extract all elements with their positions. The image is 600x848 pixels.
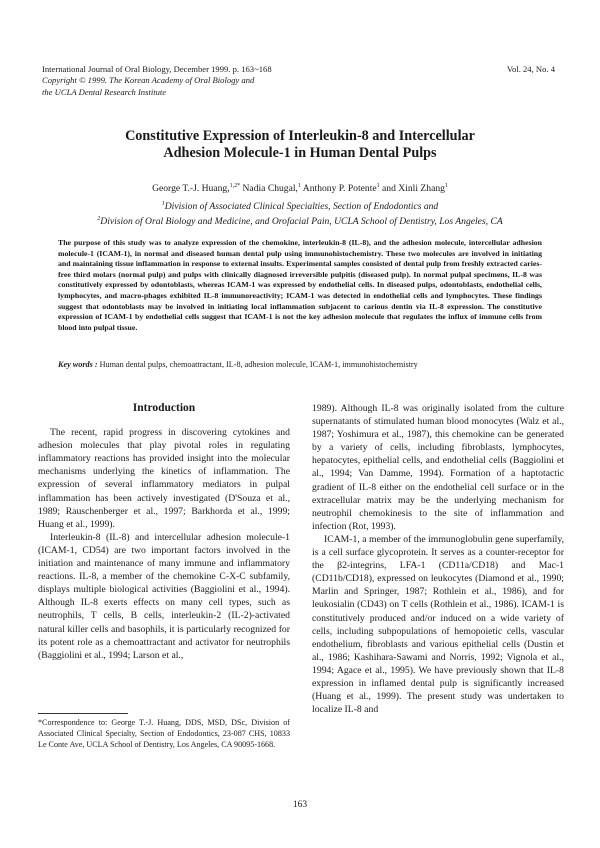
- author-3: Anthony P. Potente: [300, 183, 377, 195]
- keywords-text: Human dental pulps, chemoattractant, IL-8, adhesion molecule, ICAM-1, immunohistochemistry: [97, 360, 418, 369]
- left-column: [38, 402, 290, 662]
- keywords-label: Key words :: [58, 360, 98, 369]
- author-block: [42, 180, 558, 229]
- author-2: Nadia Chugal,: [240, 183, 298, 195]
- page-number: 163: [292, 800, 308, 810]
- section-heading-introduction: Introduction: [132, 402, 196, 414]
- author-1-sup: 1,2*: [229, 183, 241, 189]
- copyright-line: Copyright © 1999. The Korean Academy of Oral Biology and: [42, 75, 255, 86]
- author-list: [42, 180, 558, 195]
- copyright-line-2: the UCLA Dental Research Institute: [42, 86, 167, 97]
- title-line-1: Constitutive Expression of Interleukin-8 and Intercellular: [125, 128, 475, 144]
- right-column: [312, 402, 564, 716]
- footnote-divider: [38, 713, 128, 714]
- author-1: George T.-J. Huang,: [152, 183, 230, 195]
- journal-header: [42, 64, 362, 98]
- volume-issue: Vol. 24, No. 4: [506, 64, 555, 74]
- author-3-sup: 1: [376, 183, 380, 189]
- affiliation-2: $^2$Division of Oral Biology and Medicine, and Orofacial Pain, UCLA School of Dentistry, Los Angeles, CA: [97, 216, 503, 228]
- author-4-sup: 1: [444, 183, 448, 189]
- intro-paragraph-2: Interleukin-8 (IL-8) and intercellular adhesion molecule-1 (ICAM-1, CD54) are two important factors involved in the initiation and maintenance of many immune and inflammatory reactions. IL-8, a member of the chemokine C-X-C subfamily, displays multiple biological activities (Baggiolini et al., 1994). Although IL-8 exerts effects on many cell types, such as neutrophils, T cells, B cells, interleukin-2 (IL-2)-activated natural killer cells and basophils, it is particularly recognized for its potent role as a chemoattractant and activator for neutrophils (Baggiolini et al., 1994; Larson et al.,: [38, 531, 290, 661]
- abstract: The purpose of this study was to analyze expression of the chemokine, interleukin-8 (IL-8), and the adhesion molecule, intercellular adhesion molecule-1 (ICAM-1), in normal and diseased human dental pulp using immunohistochemistry. These two molecules are involved in initiating and maintaining tissue inflammation in response to external insults. Experimental samples consisted of dental pulp from freshly extracted caries-free third molars (normal pulp) and pulps with clinically diagnosed irreversible pulpitis (diseased pulp). In normal pulpal specimens, IL-8 was constitutively expressed by odontoblasts, whereas ICAM-1 was expressed by endothelial cells. In diseased pulps, odontoblasts, endothelial cells, lymphocytes, and macro-phages exhibited IL-8 immunoreactivity; ICAM-1 was detected in endothelial cells and lymphocytes. These findings suggest that odontoblasts may be involved in initiating local inflammation subjacent to carious dentin via IL-8 expression. The constitutive expression of ICAM-1 by endothelial cells suggest that ICAM-1 is not the key adhesion molecule that regulates the influx of immune cells from blood into pulpal tissue.: [58, 238, 542, 332]
- intro-paragraph-1: The recent, rapid progress in discovering cytokines and adhesion molecules that play pivotal roles in regulating inflammatory reactions has provided insight into the molecular mechanisms underlying the kinetics of inflammation. The expression of several inflammatory mediators in pulpal inflammation has been actively investigated (D'Souza et al., 1989; Rauschenberger et al., 1997; Barkhorda et al., 1999; Huang et al., 1999).: [38, 427, 290, 530]
- intro-paragraph-4: ICAM-1, a member of the immunoglobulin gene superfamily, is a cell surface glycoprotein. It serves as a counter-receptor for the β2-integrins, LFA-1 (CD11a/CD18) and Mac-1 (CD11b/CD18), expressed on leukocytes (Diamond et al., 1990; Marlin and Springer, 1987; Rothlein et al., 1986), and for leukosialin (CD43) on T cells (Rothlein et al., 1986). ICAM-1 is constitutively produced and/or induced on a wide variety of cells, including subpopulations of hemopoietic cells, vascular endothelium, fibroblasts and various epithelial cells (Dustin et al., 1986; Kashihara-Sawami and Norris, 1992; Vignola et al., 1994; Agace et al., 1995). We have previously shown that IL-8 expression in inflamed dental pulp is significantly increased (Huang et al., 1999). The present study was undertaken to localize IL-8 and: [312, 533, 564, 716]
- correspondence-footnote: *Correspondence to: George T.-J. Huang, DDS, MSD, DSc, Division of Associated Clinical Specialty, Section of Endodontics, 23-087 CHS, 10833 Le Conte Ave, UCLA School of Dentistry, Los Angeles, CA 90095-1668.: [38, 718, 290, 749]
- affiliation-1: $^1$Division of Associated Clinical Specialties, Section of Endodontics and: [161, 201, 439, 213]
- journal-citation: International Journal of Oral Biology, December 1999. p. 163~168: [42, 64, 272, 74]
- title-line-2: Adhesion Molecule-1 in Human Dental Pulps: [163, 145, 437, 161]
- paper-title: [60, 128, 540, 162]
- intro-paragraph-3: 1989). Although IL-8 was originally isolated from the culture supernatants of stimulated human blood monocytes (Walz et al., 1987; Yoshimura et al., 1987), this chemokine can be generated by a variety of cells, including fibroblasts, lymphocytes, hepatocytes, epithelial cells, and endothelial cells (Baggiolini et al., 1994; Van Damme, 1994). Formation of a haptotactic gradient of IL-8 either on the endothelial cell surface or in the extracellular matrix may be the underlying mechanism for neutrophil chemokinesis to the site of inflammation and infection (Rot, 1993).: [312, 403, 564, 532]
- author-2-sup: 1: [297, 183, 301, 189]
- keywords: [58, 360, 542, 370]
- author-4: and Xinli Zhang: [379, 183, 445, 195]
